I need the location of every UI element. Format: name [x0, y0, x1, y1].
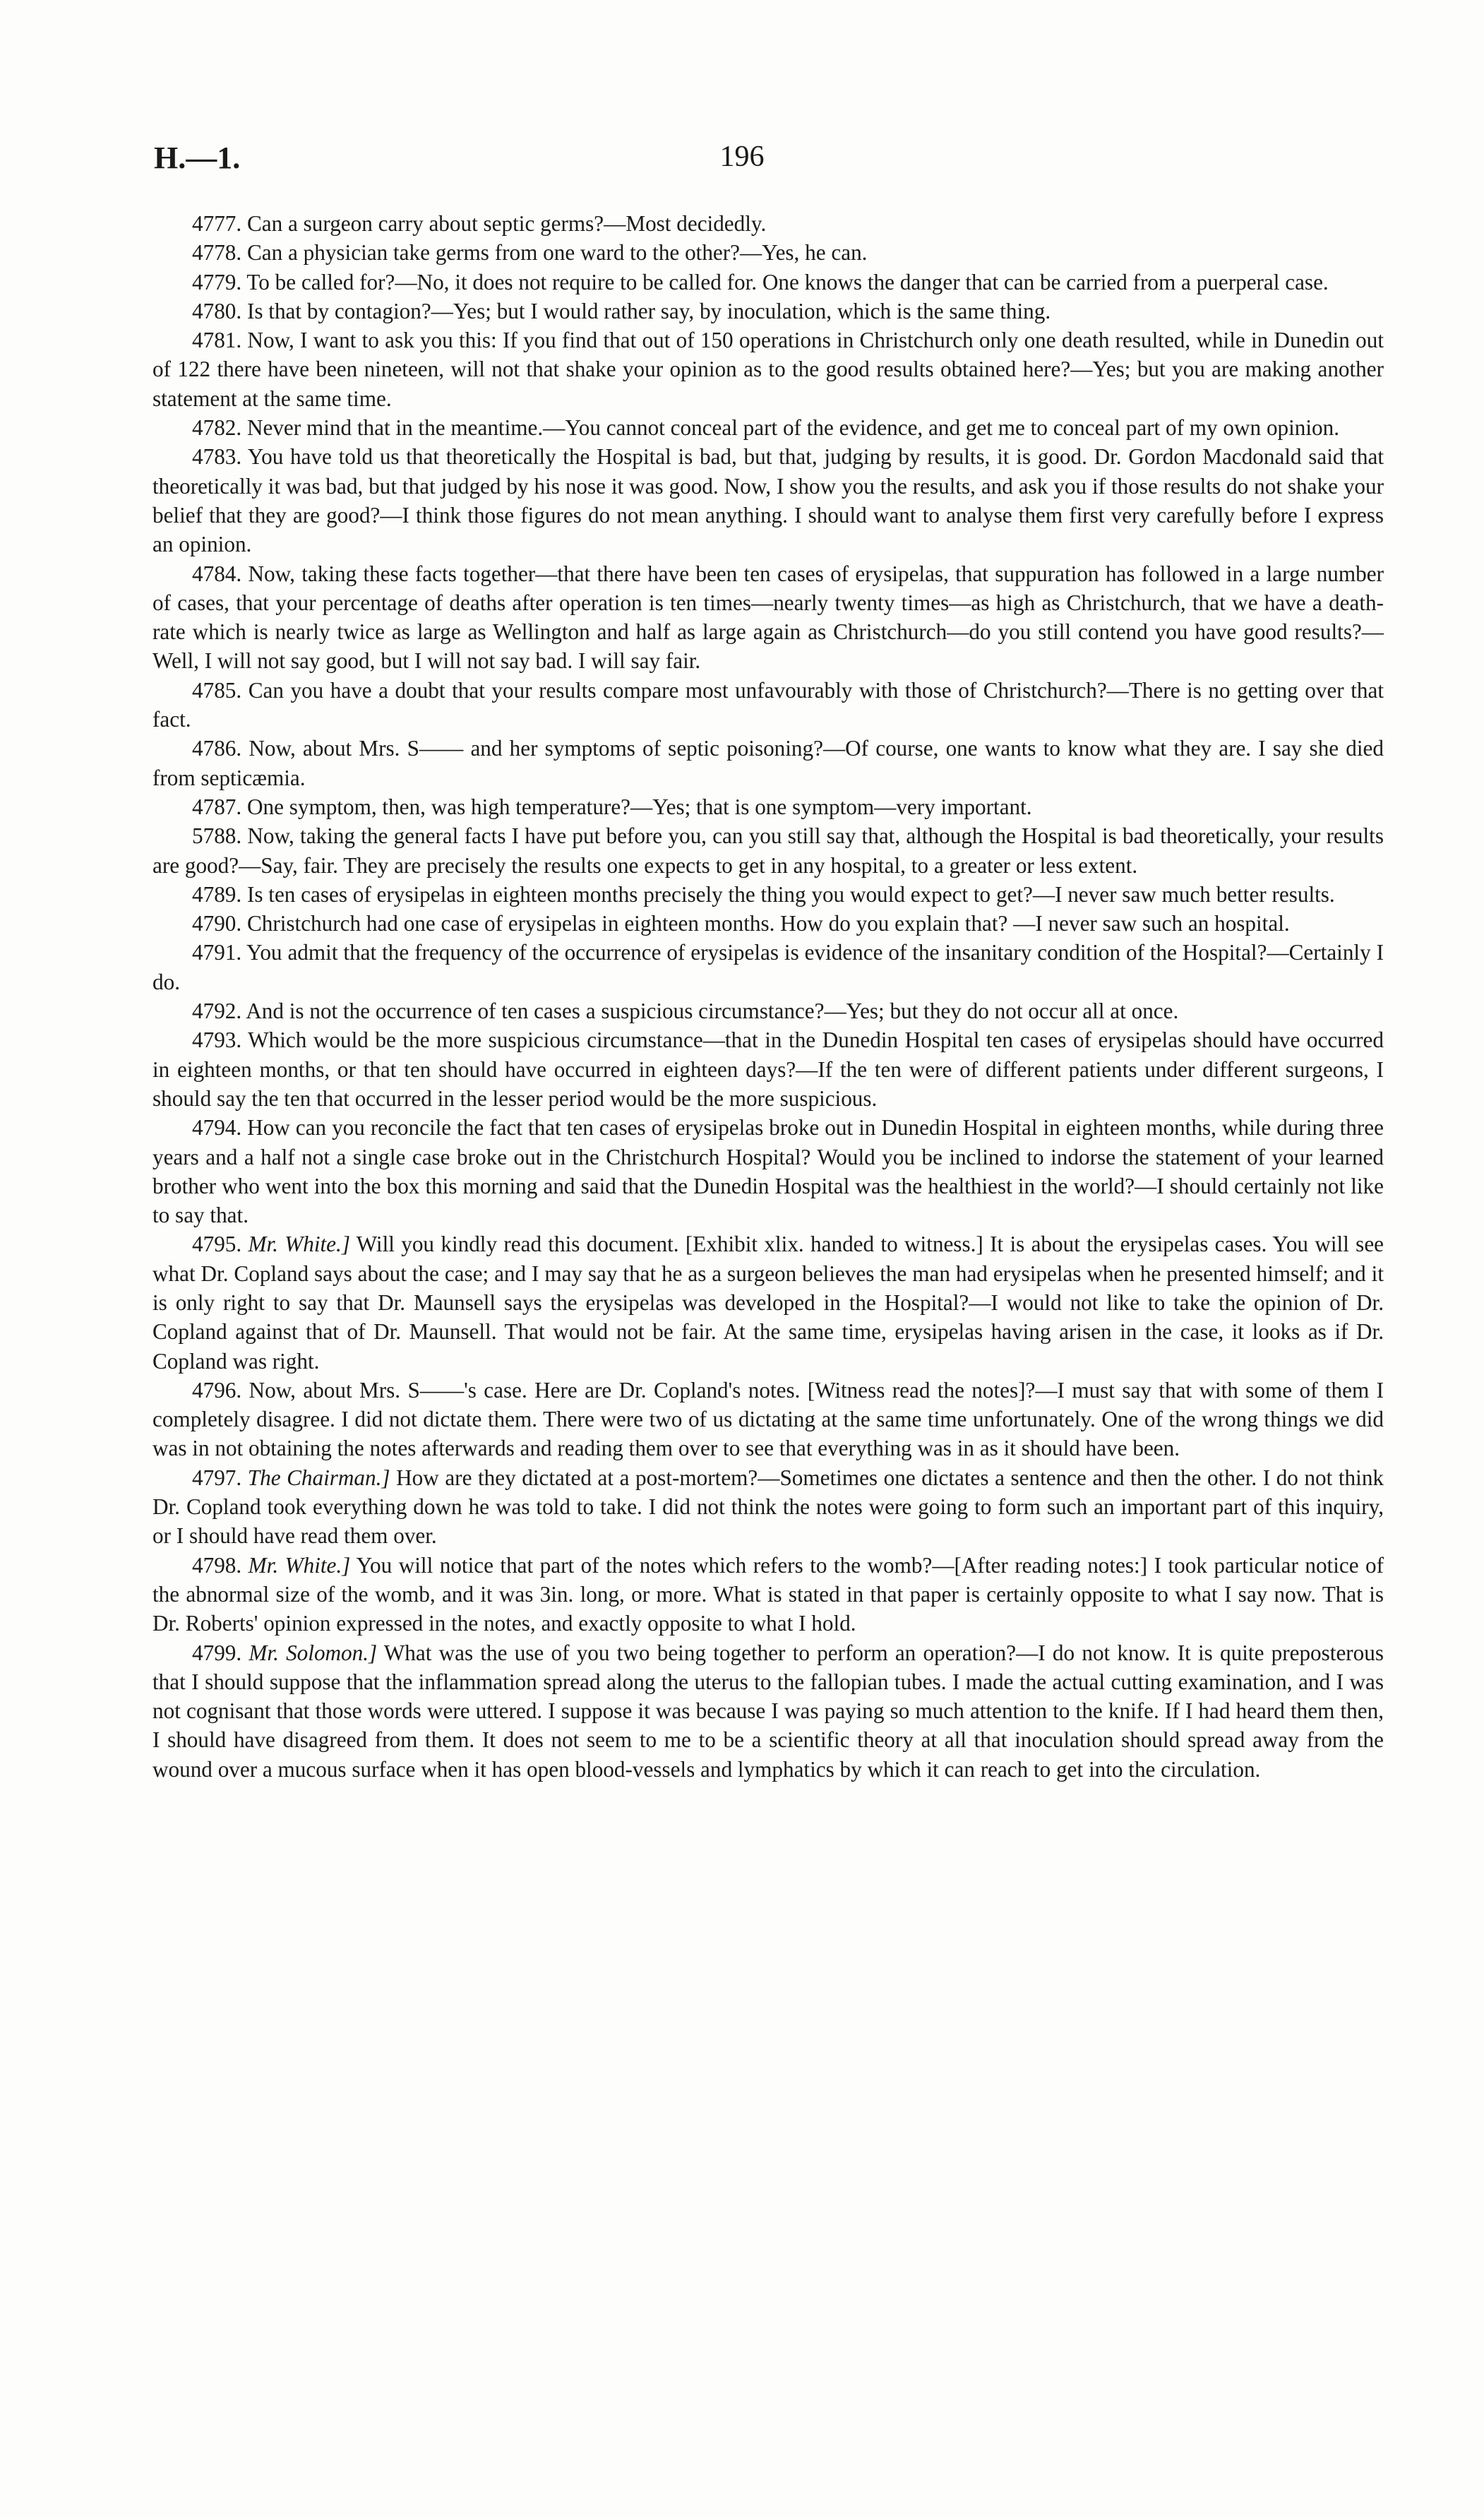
testimony-paragraph: [152, 821, 1384, 880]
paragraph-text: 4793. Which would be the more suspicious circumstance—that in the Dunedin Hospital ten cases of erysipelas should have occurred in eighteen months, or that ten should have occurred in eighteen days?—If the ten were of different patients under different surgeons, I should say the ten that occurred in the lesser period would be the more suspicious.: [152, 1028, 1384, 1111]
testimony-paragraph: [152, 1113, 1384, 1229]
paragraph-text: 4778. Can a physician take germs from one ward to the other?—Yes, he can.: [192, 240, 868, 266]
testimony-paragraph: [152, 938, 1384, 996]
testimony-paragraph: [152, 1229, 1384, 1375]
paragraph-text: 4789. Is ten cases of erysipelas in eighteen months precisely the thing you would expect to get?—I never saw much better results.: [192, 881, 1335, 907]
paragraph-text: 4796. Now, about Mrs. S——'s case. Here are Dr. Copland's notes. [Witness read the notes]?—I must say that with some of them I completely disagree. I did not dictate them. There were two of us dictating at the same time unfortunately. One of the wrong things we did was in not obtaining the notes afterwards and reading them over to see that everything was in as it should have been.: [152, 1377, 1384, 1461]
paragraph-text: 4783. You have told us that theoretically the Hospital is bad, but that, judging by results, it is good. Dr. Gordon Macdonald said that theoretically it was bad, but that judged by his nose it was good. Now, I show you the results, and ask you if those results do not shake your belief that they are good?—I think those figures do not mean anything. I should want to analyse them first very carefully before I express an opinion.: [152, 444, 1384, 557]
testimony-paragraph: [152, 297, 1384, 326]
paragraph-text: How are they dictated at a post-mortem?—Sometimes one dictates a sentence and then the other. I do not think Dr. Copland took everything down he was told to take. I did not think the notes were going to form such an important part of this inquiry, or I should have read them over.: [152, 1465, 1384, 1549]
testimony-paragraph: [152, 792, 1384, 821]
testimony-paragraph: [152, 996, 1384, 1025]
question-number: 4798.: [192, 1552, 242, 1578]
paragraph-text: 4790. Christchurch had one case of erysipelas in eighteen months. How do you explain that? —I never saw such an hospital.: [192, 911, 1290, 936]
testimony-paragraph: [152, 909, 1384, 938]
question-number: 4797.: [192, 1465, 242, 1490]
speaker-name: Mr. Solomon.]: [249, 1640, 378, 1665]
question-number: 4799.: [192, 1640, 242, 1665]
series-code: H.—1.: [154, 141, 241, 175]
testimony-paragraph: [152, 413, 1384, 442]
testimony-paragraph: [152, 268, 1384, 297]
testimony-paragraph: [152, 880, 1384, 909]
testimony-paragraph: [152, 676, 1384, 734]
paragraph-text: Will you kindly read this document. [Exhibit xlix. handed to witness.] It is about the erysipelas cases. You will see what Dr. Copland says about the case; and I may say that he as a surgeon believes the man had erysipelas when he presented himself; and it is only right to say that Dr. Maunsell says the erysipelas was developed in the Hospital?—I would not like to take the opinion of Dr. Copland against that of Dr. Maunsell. That would not be fair. At the same time, erysipelas having arisen in the case, it looks as if Dr. Copland was right.: [152, 1232, 1384, 1374]
testimony-paragraph: [152, 442, 1384, 559]
testimony-paragraph: [152, 209, 1384, 238]
paragraph-text: 4784. Now, taking these facts together—that there have been ten cases of erysipelas, that suppuration has followed in a large number of cases, that your percentage of deaths after operation is ten times—nearly twenty times—as high as Christchurch, that we have a death-rate which is nearly twice as large as Wellington and half as large again as Christchurch—do you still contend you have good results?—Well, I will not say good, but I will not say bad. I will say fair.: [152, 561, 1384, 674]
paragraph-text: 4791. You admit that the frequency of the occurrence of erysipelas is evidence of the insanitary condition of the Hospital?—Certainly I do.: [152, 940, 1384, 994]
paragraph-text: 5788. Now, taking the general facts I have put before you, can you still say that, although the Hospital is bad theoretically, your results are good?—Say, fair. They are precisely the results one expects to get in any hospital, to a greater or less extent.: [152, 823, 1384, 878]
paragraph-text: 4787. One symptom, then, was high temperature?—Yes; that is one symptom—very important.: [192, 794, 1032, 819]
speaker-name: Mr. White.]: [248, 1552, 351, 1578]
paragraph-text: 4794. How can you reconcile the fact that ten cases of erysipelas broke out in Dunedin Hospital in eighteen months, while during three years and a half not a single case broke out in the Christchurch Hospital? Would you be inclined to indorse the statement of your learned brother who went into the box this morning and said that the Dunedin Hospital was the healthiest in the world?—I should certainly not like to say that.: [152, 1115, 1384, 1228]
paragraph-text: 4786. Now, about Mrs. S—— and her symptoms of septic poisoning?—Of course, one wants to know what they are. I say she died from septicæmia.: [152, 736, 1384, 790]
testimony-paragraph: [152, 1638, 1384, 1784]
paragraph-text: 4780. Is that by contagion?—Yes; but I would rather say, by inoculation, which is the same thing.: [192, 298, 1051, 323]
paragraph-text: What was the use of you two being together to perform an operation?—I do not know. It is quite preposterous that I should suppose that the inflammation spread along the uterus to the fallopian tubes. I made the actual cutting examination, and I was not cognisant that those words were uttered. I suppose it was because I was paying so much attention to the knife. If I had heard them then, I should have disagreed from them. It does not seem to me to be a scientific theory at all that inoculation should spread away from the wound over a mucous surface when it has open blood-vessels and lymphatics by which it can reach to get into the circulation.: [152, 1640, 1384, 1782]
testimony-paragraph: [152, 238, 1384, 267]
testimony-paragraph: [152, 1463, 1384, 1551]
testimony-paragraph: [152, 1376, 1384, 1463]
paragraph-text: 4781. Now, I want to ask you this: If you find that out of 150 operations in Christchurch only one death resulted, while in Dunedin out of 122 there have been nineteen, will not that shake your opinion as to the good results obtained here?—Yes; but you are making another statement at the same time.: [152, 328, 1384, 411]
testimony-paragraph: [152, 559, 1384, 676]
paragraph-text: 4782. Never mind that in the meantime.—You cannot conceal part of the evidence, and get me to conceal part of my own opinion.: [192, 415, 1340, 441]
paragraph-text: 4779. To be called for?—No, it does not require to be called for. One knows the danger that can be carried from a puerperal case.: [192, 269, 1329, 294]
speaker-name: Mr. White.]: [248, 1232, 350, 1257]
testimony-paragraph: [152, 326, 1384, 413]
page-number: 196: [719, 141, 765, 173]
page-body: [152, 209, 1384, 1784]
speaker-name: The Chairman.]: [247, 1465, 390, 1490]
paragraph-text: 4785. Can you have a doubt that your results compare most unfavourably with those of Christchurch?—There is no getting over that fact.: [152, 677, 1384, 732]
page-header: [154, 140, 1330, 182]
paragraph-text: 4792. And is not the occurrence of ten cases a suspicious circumstance?—Yes; but they do not occur all at once.: [192, 999, 1179, 1024]
question-number: 4795.: [192, 1232, 242, 1257]
paragraph-text: You will notice that part of the notes which refers to the womb?—[After reading notes:] I took particular notice of the abnormal size of the womb, and it was 3in. long, or more. What is stated in that paper is certainly opposite to what I say now. That is Dr. Roberts' opinion expressed in the notes, and exactly opposite to what I hold.: [152, 1552, 1384, 1636]
testimony-paragraph: [152, 1025, 1384, 1113]
testimony-paragraph: [152, 1551, 1384, 1638]
testimony-paragraph: [152, 734, 1384, 792]
paragraph-text: 4777. Can a surgeon carry about septic germs?—Most decidedly.: [192, 211, 767, 236]
